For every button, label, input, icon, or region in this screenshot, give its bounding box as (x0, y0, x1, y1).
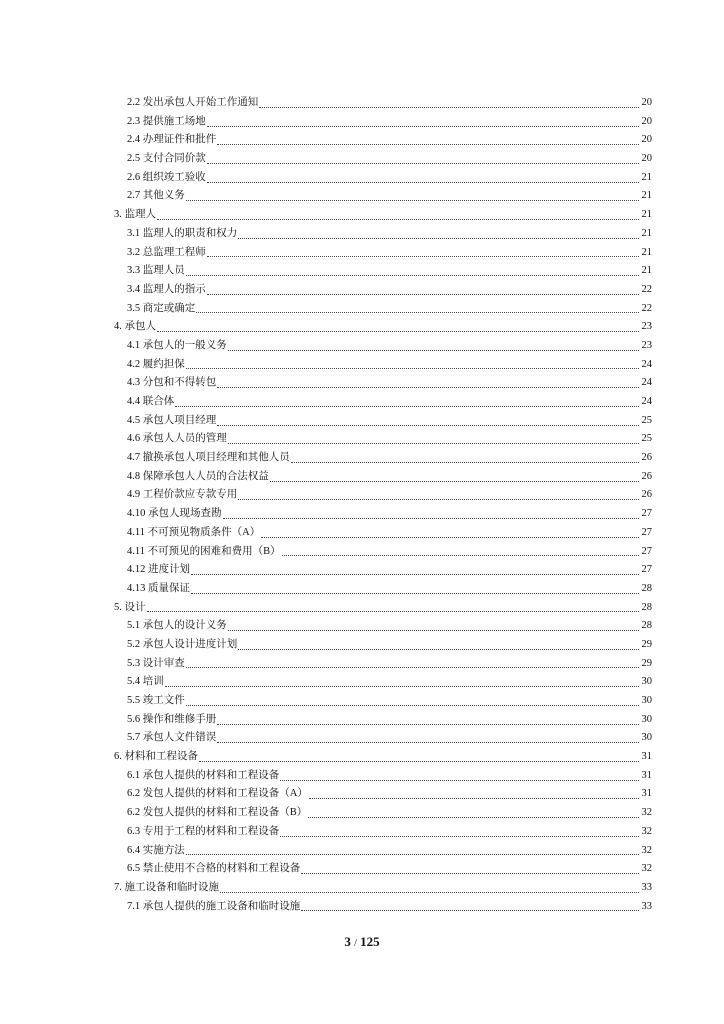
dot-leader (157, 331, 639, 332)
toc-entry-page-number: 28 (641, 620, 652, 632)
toc-entry-page-number: 27 (641, 526, 652, 538)
toc-subsection-entry[interactable] (114, 561, 652, 580)
toc-entry-title: 5.3 设计审查 (127, 657, 185, 669)
toc-subsection-entry[interactable] (114, 860, 652, 879)
toc-entry-page-number: 30 (641, 713, 652, 725)
dot-leader (238, 238, 639, 239)
dot-leader (186, 854, 639, 855)
toc-entry-page-number: 31 (641, 751, 652, 763)
toc-subsection-entry[interactable] (114, 804, 652, 823)
toc-entry-title: 6.2 发包人提供的材料和工程设备（B） (127, 807, 308, 819)
dot-leader (186, 667, 639, 668)
toc-entry-page-number: 28 (641, 582, 652, 594)
dot-leader (165, 686, 639, 687)
toc-subsection-entry[interactable] (114, 486, 652, 505)
toc-entry-page-number: 20 (641, 97, 652, 108)
toc-subsection-entry[interactable] (114, 823, 652, 842)
toc-section-entry[interactable] (114, 879, 652, 898)
dot-leader (238, 649, 639, 650)
dot-leader (147, 611, 640, 612)
toc-entry-page-number: 32 (641, 807, 652, 819)
dot-leader (217, 724, 639, 725)
toc-entry-page-number: 21 (641, 246, 652, 258)
dot-leader (228, 443, 639, 444)
toc-entry-page-number: 33 (641, 881, 652, 893)
toc-entry-title: 4.11 不可预见的困难和费用（B） (127, 545, 281, 557)
toc-subsection-entry[interactable] (114, 430, 652, 449)
toc-subsection-entry[interactable] (114, 692, 652, 711)
toc-entry-page-number: 22 (641, 302, 652, 314)
toc-subsection-entry[interactable] (114, 337, 652, 356)
toc-entry-page-number: 26 (641, 489, 652, 501)
toc-entry-title: 5.4 培训 (127, 676, 164, 688)
toc-entry-title: 2.3 提供施工场地 (127, 115, 206, 127)
toc-subsection-entry[interactable] (114, 655, 652, 674)
toc-subsection-entry[interactable] (114, 524, 652, 543)
toc-entry-title: 2.6 组织竣工验收 (127, 171, 206, 183)
toc-entry-page-number: 24 (641, 358, 652, 370)
toc-entry-page-number: 24 (641, 396, 652, 407)
toc-subsection-entry[interactable] (114, 842, 652, 861)
toc-entry-title: 3.1 监理人的职责和权力 (127, 227, 238, 239)
dot-leader (175, 406, 639, 407)
toc-entry-page-number: 32 (641, 825, 652, 837)
toc-entry-title: 7. 施工设备和临时设施 (114, 881, 219, 893)
toc-entry-title: 4.9 工程价款应专款专用 (127, 489, 238, 501)
toc-entry-page-number: 23 (641, 339, 652, 351)
toc-entry-title: 4.10 承包人现场查勘 (127, 508, 222, 520)
toc-entry-page-number: 21 (641, 190, 652, 202)
toc-entry-title: 4.4 联合体 (127, 396, 175, 407)
toc-entry-page-number: 29 (641, 638, 652, 650)
dot-leader (207, 163, 639, 164)
toc-entry-page-number: 27 (641, 508, 652, 520)
toc-entry-page-number: 20 (641, 153, 652, 165)
dot-leader (308, 817, 639, 818)
toc-entry-title: 6.1 承包人提供的材料和工程设备 (127, 769, 280, 781)
toc-entry-title: 3.4 监理人的指示 (127, 283, 206, 295)
toc-entry-title: 2.4 办理证件和批件 (127, 134, 217, 146)
toc-subsection-entry[interactable] (114, 673, 652, 692)
dot-leader (207, 294, 639, 295)
dot-leader (191, 593, 639, 594)
dot-leader (259, 107, 639, 108)
toc-entry-title: 2.5 支付合同价款 (127, 153, 206, 165)
toc-entry-title: 5.2 承包人设计进度计划 (127, 638, 238, 650)
dot-leader (217, 425, 639, 426)
toc-entry-page-number: 25 (641, 414, 652, 426)
toc-entry-title: 4.6 承包人人员的管理 (127, 433, 227, 445)
toc-entry-title: 3. 监理人 (114, 209, 156, 221)
toc-subsection-entry[interactable] (114, 131, 652, 150)
toc-section-entry[interactable] (114, 206, 652, 225)
toc-entry-page-number: 30 (641, 676, 652, 688)
toc-subsection-entry[interactable] (114, 785, 652, 804)
toc-entry-page-number: 31 (641, 788, 652, 800)
dot-leader (207, 182, 639, 183)
toc-subsection-entry[interactable] (114, 729, 652, 748)
current-page-number: 3 (344, 934, 351, 949)
toc-entry-title: 4.3 分包和不得转包 (127, 377, 217, 389)
toc-entry-page-number: 27 (641, 545, 652, 557)
table-of-contents (114, 94, 652, 916)
toc-subsection-entry[interactable] (114, 449, 652, 468)
toc-entry-page-number: 23 (641, 321, 652, 333)
total-page-count: 125 (360, 934, 380, 949)
dot-leader (301, 873, 639, 874)
toc-entry-title: 2.2 发出承包人开始工作通知 (127, 97, 259, 108)
toc-subsection-entry[interactable] (114, 711, 652, 730)
toc-subsection-entry[interactable] (114, 580, 652, 599)
toc-entry-title: 2.7 其他义务 (127, 190, 185, 202)
toc-entry-title: 6. 材料和工程设备 (114, 751, 198, 763)
toc-entry-title: 5.1 承包人的设计义务 (127, 620, 227, 632)
dot-leader (238, 499, 639, 500)
toc-subsection-entry[interactable] (114, 281, 652, 300)
toc-entry-page-number: 32 (641, 863, 652, 875)
toc-subsection-entry[interactable] (114, 617, 652, 636)
toc-entry-title: 5.5 竣工文件 (127, 695, 185, 706)
toc-entry-page-number: 20 (641, 115, 652, 127)
toc-subsection-entry[interactable] (114, 244, 652, 263)
dot-leader (270, 481, 639, 482)
toc-entry-page-number: 20 (641, 134, 652, 146)
dot-leader (291, 462, 639, 463)
toc-entry-title: 4.11 不可预见物质条件（A） (127, 526, 261, 538)
toc-entry-page-number: 27 (641, 564, 652, 576)
dot-leader (207, 126, 639, 127)
dot-leader (186, 275, 639, 276)
toc-entry-page-number: 22 (641, 283, 652, 295)
toc-entry-title: 3.2 总监理工程师 (127, 246, 206, 258)
toc-entry-page-number: 33 (641, 900, 652, 912)
dot-leader (157, 219, 639, 220)
toc-entry-title: 4. 承包人 (114, 321, 156, 333)
toc-entry-page-number: 31 (641, 769, 652, 781)
dot-leader (186, 368, 639, 369)
toc-subsection-entry[interactable] (114, 94, 652, 113)
toc-entry-page-number: 26 (641, 470, 652, 482)
toc-entry-title: 6.2 发包人提供的材料和工程设备（A） (127, 788, 308, 800)
toc-subsection-entry[interactable] (114, 356, 652, 375)
toc-entry-title: 4.2 履约担保 (127, 358, 185, 370)
dot-leader (309, 798, 639, 799)
toc-entry-page-number: 29 (641, 657, 652, 669)
dot-leader (228, 630, 639, 631)
toc-subsection-entry[interactable] (114, 187, 652, 206)
toc-entry-page-number: 26 (641, 452, 652, 464)
toc-subsection-entry[interactable] (114, 300, 652, 319)
toc-subsection-entry[interactable] (114, 262, 652, 281)
dot-leader (191, 574, 639, 575)
toc-subsection-entry[interactable] (114, 225, 652, 244)
toc-entry-title: 5.6 操作和维修手册 (127, 713, 217, 725)
toc-subsection-entry[interactable] (114, 374, 652, 393)
toc-subsection-entry[interactable] (114, 169, 652, 188)
toc-subsection-entry[interactable] (114, 150, 652, 169)
dot-leader (199, 761, 639, 762)
toc-entry-page-number: 21 (641, 227, 652, 239)
dot-leader (228, 350, 639, 351)
toc-section-entry[interactable] (114, 748, 652, 767)
toc-entry-page-number: 21 (641, 171, 652, 183)
dot-leader (217, 144, 639, 145)
toc-subsection-entry[interactable] (114, 113, 652, 132)
toc-entry-title: 4.7 撤换承包人项目经理和其他人员 (127, 452, 290, 464)
toc-entry-title: 6.3 专用于工程的材料和工程设备 (127, 825, 280, 837)
toc-subsection-entry[interactable] (114, 767, 652, 786)
toc-subsection-entry[interactable] (114, 636, 652, 655)
toc-subsection-entry[interactable] (114, 412, 652, 431)
toc-entry-title: 6.5 禁止使用不合格的材料和工程设备 (127, 863, 301, 875)
toc-entry-title: 4.12 进度计划 (127, 564, 190, 576)
dot-leader (196, 312, 639, 313)
toc-entry-title: 6.4 实施方法 (127, 844, 185, 856)
toc-entry-page-number: 32 (641, 844, 652, 856)
toc-subsection-entry[interactable] (114, 393, 652, 412)
toc-entry-page-number: 21 (641, 265, 652, 277)
toc-entry-title: 4.8 保障承包人人员的合法权益 (127, 470, 269, 482)
toc-subsection-entry[interactable] (114, 468, 652, 487)
dot-leader (217, 387, 639, 388)
dot-leader (186, 200, 639, 201)
toc-entry-title: 3.5 商定或确定 (127, 302, 196, 314)
dot-leader (217, 742, 639, 743)
dot-leader (301, 910, 639, 911)
dot-leader (280, 780, 639, 781)
toc-subsection-entry[interactable] (114, 543, 652, 562)
toc-entry-page-number: 24 (641, 377, 652, 389)
toc-subsection-entry[interactable] (114, 898, 652, 917)
toc-entry-title: 4.1 承包人的一般义务 (127, 339, 227, 351)
dot-leader (186, 705, 639, 706)
dot-leader (280, 836, 639, 837)
page-number-footer (0, 934, 724, 950)
toc-entry-page-number: 30 (641, 732, 652, 744)
page-separator: / (354, 938, 357, 949)
toc-entry-title: 5.7 承包人文件错误 (127, 732, 217, 744)
toc-entry-page-number: 21 (641, 209, 652, 221)
dot-leader (223, 518, 640, 519)
toc-entry-title: 4.5 承包人项目经理 (127, 414, 217, 426)
dot-leader (282, 555, 639, 556)
toc-subsection-entry[interactable] (114, 505, 652, 524)
toc-entry-title: 4.13 质量保证 (127, 582, 190, 594)
toc-section-entry[interactable] (114, 599, 652, 618)
toc-entry-title: 7.1 承包人提供的施工设备和临时设施 (127, 900, 301, 912)
toc-entry-title: 3.3 监理人员 (127, 265, 185, 277)
dot-leader (220, 892, 639, 893)
toc-section-entry[interactable] (114, 318, 652, 337)
toc-entry-page-number: 30 (641, 695, 652, 706)
toc-entry-page-number: 25 (641, 433, 652, 445)
toc-entry-title: 5. 设计 (114, 601, 146, 613)
dot-leader (207, 256, 639, 257)
toc-entry-page-number: 28 (641, 601, 652, 613)
dot-leader (261, 537, 639, 538)
